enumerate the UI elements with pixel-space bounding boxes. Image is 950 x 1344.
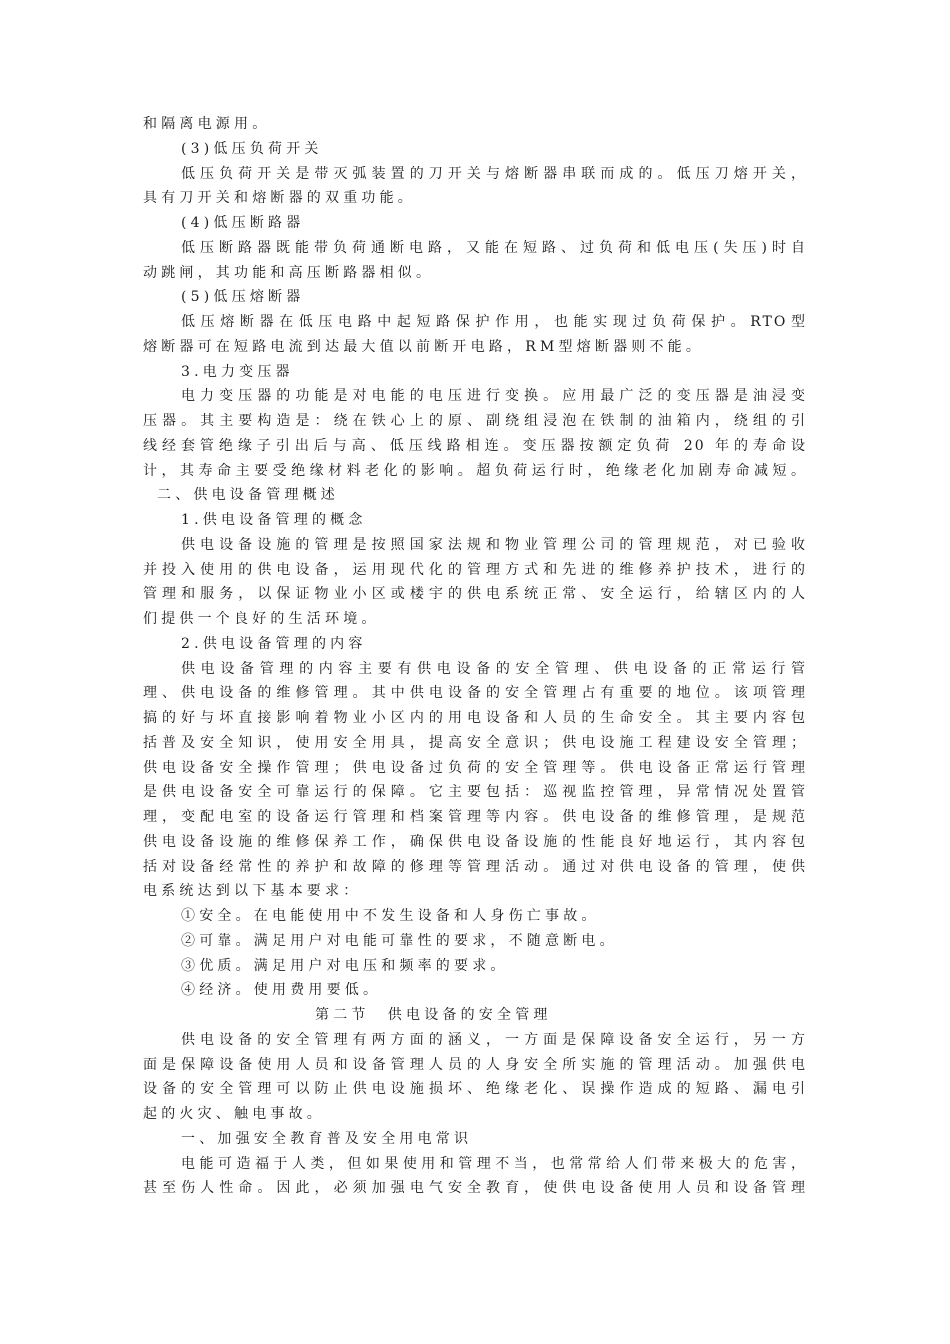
subheading: (5)低压熔断器 bbox=[181, 289, 305, 306]
text-line: 起的火灾、触电事故。 bbox=[143, 1106, 325, 1122]
text-line: 具有刀开关和熔断器的双重功能。 bbox=[143, 190, 416, 207]
text-line: 电力变压器的功能是对电能的电压进行变换。应用最广泛的变压器是油浸变 bbox=[181, 388, 807, 405]
text-line: 供电设备的安全管理有两方面的涵义，一方面是保障设备安全运行，另一方 bbox=[181, 1031, 807, 1048]
text-line: 压器。其主要构造是：绕在铁心上的原、副绕组浸泡在铁制的油箱内，绕组的引 bbox=[143, 413, 807, 429]
text-line: 甚至伤人性命。因此，必须加强电气安全教育，使供电设备使用人员和设备管理 bbox=[143, 1180, 807, 1197]
text-line: 管理和服务，以保证物业小区或楼宇的供电系统正常、安全运行，给辖区内的人 bbox=[143, 586, 807, 603]
text-line: 动跳闸，其功能和高压断路器相似。 bbox=[143, 264, 435, 281]
subheading: 1.供电设备管理的概念 bbox=[181, 512, 367, 528]
text-line: 供电设备设施的管理是按照国家法规和物业管理公司的管理规范，对已验收 bbox=[181, 536, 807, 553]
text-line: 搞的好与坏直接影响着物业小区内的用电设备和人员的生命安全。其主要内容包 bbox=[143, 710, 807, 726]
section-heading: 二、供电设备管理概述 bbox=[157, 487, 339, 504]
text-line: 面是保障设备使用人员和设备管理人员的人身安全所实施的管理活动。加强供电 bbox=[143, 1056, 807, 1073]
text-line: 并投入使用的供电设备，运用现代化的管理方式和先进的维修养护技术，进行的 bbox=[143, 561, 807, 578]
text-line: 供电设备设施的维修保养工作，确保供电设备设施的性能良好地运行，其内容包 bbox=[143, 833, 807, 850]
text-line: 括对设备经常性的养护和故障的修理等管理活动。通过对供电设备的管理，使供 bbox=[143, 858, 807, 875]
text-line: 低压负荷开关是带灭弧装置的刀开关与熔断器串联而成的。低压刀熔开关， bbox=[181, 165, 807, 182]
text-line: 供电设备安全操作管理；供电设备过负荷的安全管理等。供电设备正常运行管理 bbox=[143, 759, 807, 776]
text-line: 电能可造福于人类，但如果使用和管理不当，也常常给人们带来极大的危害， bbox=[181, 1155, 807, 1172]
list-item: ④经济。使用费用要低。 bbox=[181, 982, 382, 999]
text-line: 线经套管绝缘子引出后与高、低压线路相连。变压器按额定负荷 20 年的寿命设 bbox=[143, 437, 807, 454]
text-line: 理、供电设备的维修管理。其中供电设备的安全管理占有重要的地位。该项管理 bbox=[143, 685, 807, 702]
subheading: (3)低压负荷开关 bbox=[181, 140, 323, 157]
text-line: 低压熔断器在低压电路中起短路保护作用，也能实现过负荷保护。RTO型 bbox=[181, 314, 807, 330]
text-line: 括普及安全知识，使用安全用具，提高安全意识；供电设施工程建设安全管理； bbox=[143, 734, 807, 751]
text-line: 理，变配电室的设备运行管理和档案管理等内容。供电设备的维修管理，是规范 bbox=[143, 809, 807, 825]
text-line: 低压断路器既能带负荷通断电路，又能在短路、过负荷和低电压(失压)时自 bbox=[181, 239, 807, 256]
subheading: 2.供电设备管理的内容 bbox=[181, 635, 367, 652]
section-heading: 一、加强安全教育普及安全用电常识 bbox=[181, 1130, 473, 1147]
document-page bbox=[143, 112, 807, 1201]
list-item: ③优质。满足用户对电压和频率的要求。 bbox=[181, 957, 509, 974]
text-line: 是供电设备安全可靠运行的保障。它主要包括：巡视监控管理，异常情况处置管 bbox=[143, 784, 807, 801]
subheading: (4)低压断路器 bbox=[181, 215, 305, 231]
text-line: 电系统达到以下基本要求： bbox=[143, 883, 362, 900]
list-item: ①安全。在电能使用中不发生设备和人身伤亡事故。 bbox=[181, 908, 600, 924]
text-line: 计，其寿命主要受绝缘材料老化的影响。超负荷运行时，绝缘老化加剧寿命减短。 bbox=[143, 462, 807, 479]
text-line: 熔断器可在短路电流到达最大值以前断开电路，RM型熔断器则不能。 bbox=[143, 338, 705, 355]
text-line: 设备的安全管理可以防止供电设施损坏、绝缘老化、误操作造成的短路、漏电引 bbox=[143, 1081, 807, 1098]
subheading: 3.电力变压器 bbox=[181, 363, 294, 380]
chapter-section-title: 第二节 供电设备的安全管理 bbox=[315, 1007, 552, 1023]
text-line: 们提供一个良好的生活环境。 bbox=[143, 611, 380, 627]
text-line: 和隔离电源用。 bbox=[143, 116, 271, 132]
list-item: ②可靠。满足用户对电能可靠性的要求，不随意断电。 bbox=[181, 932, 618, 949]
text-line: 供电设备管理的内容主要有供电设备的安全管理、供电设备的正常运行管 bbox=[181, 660, 807, 677]
